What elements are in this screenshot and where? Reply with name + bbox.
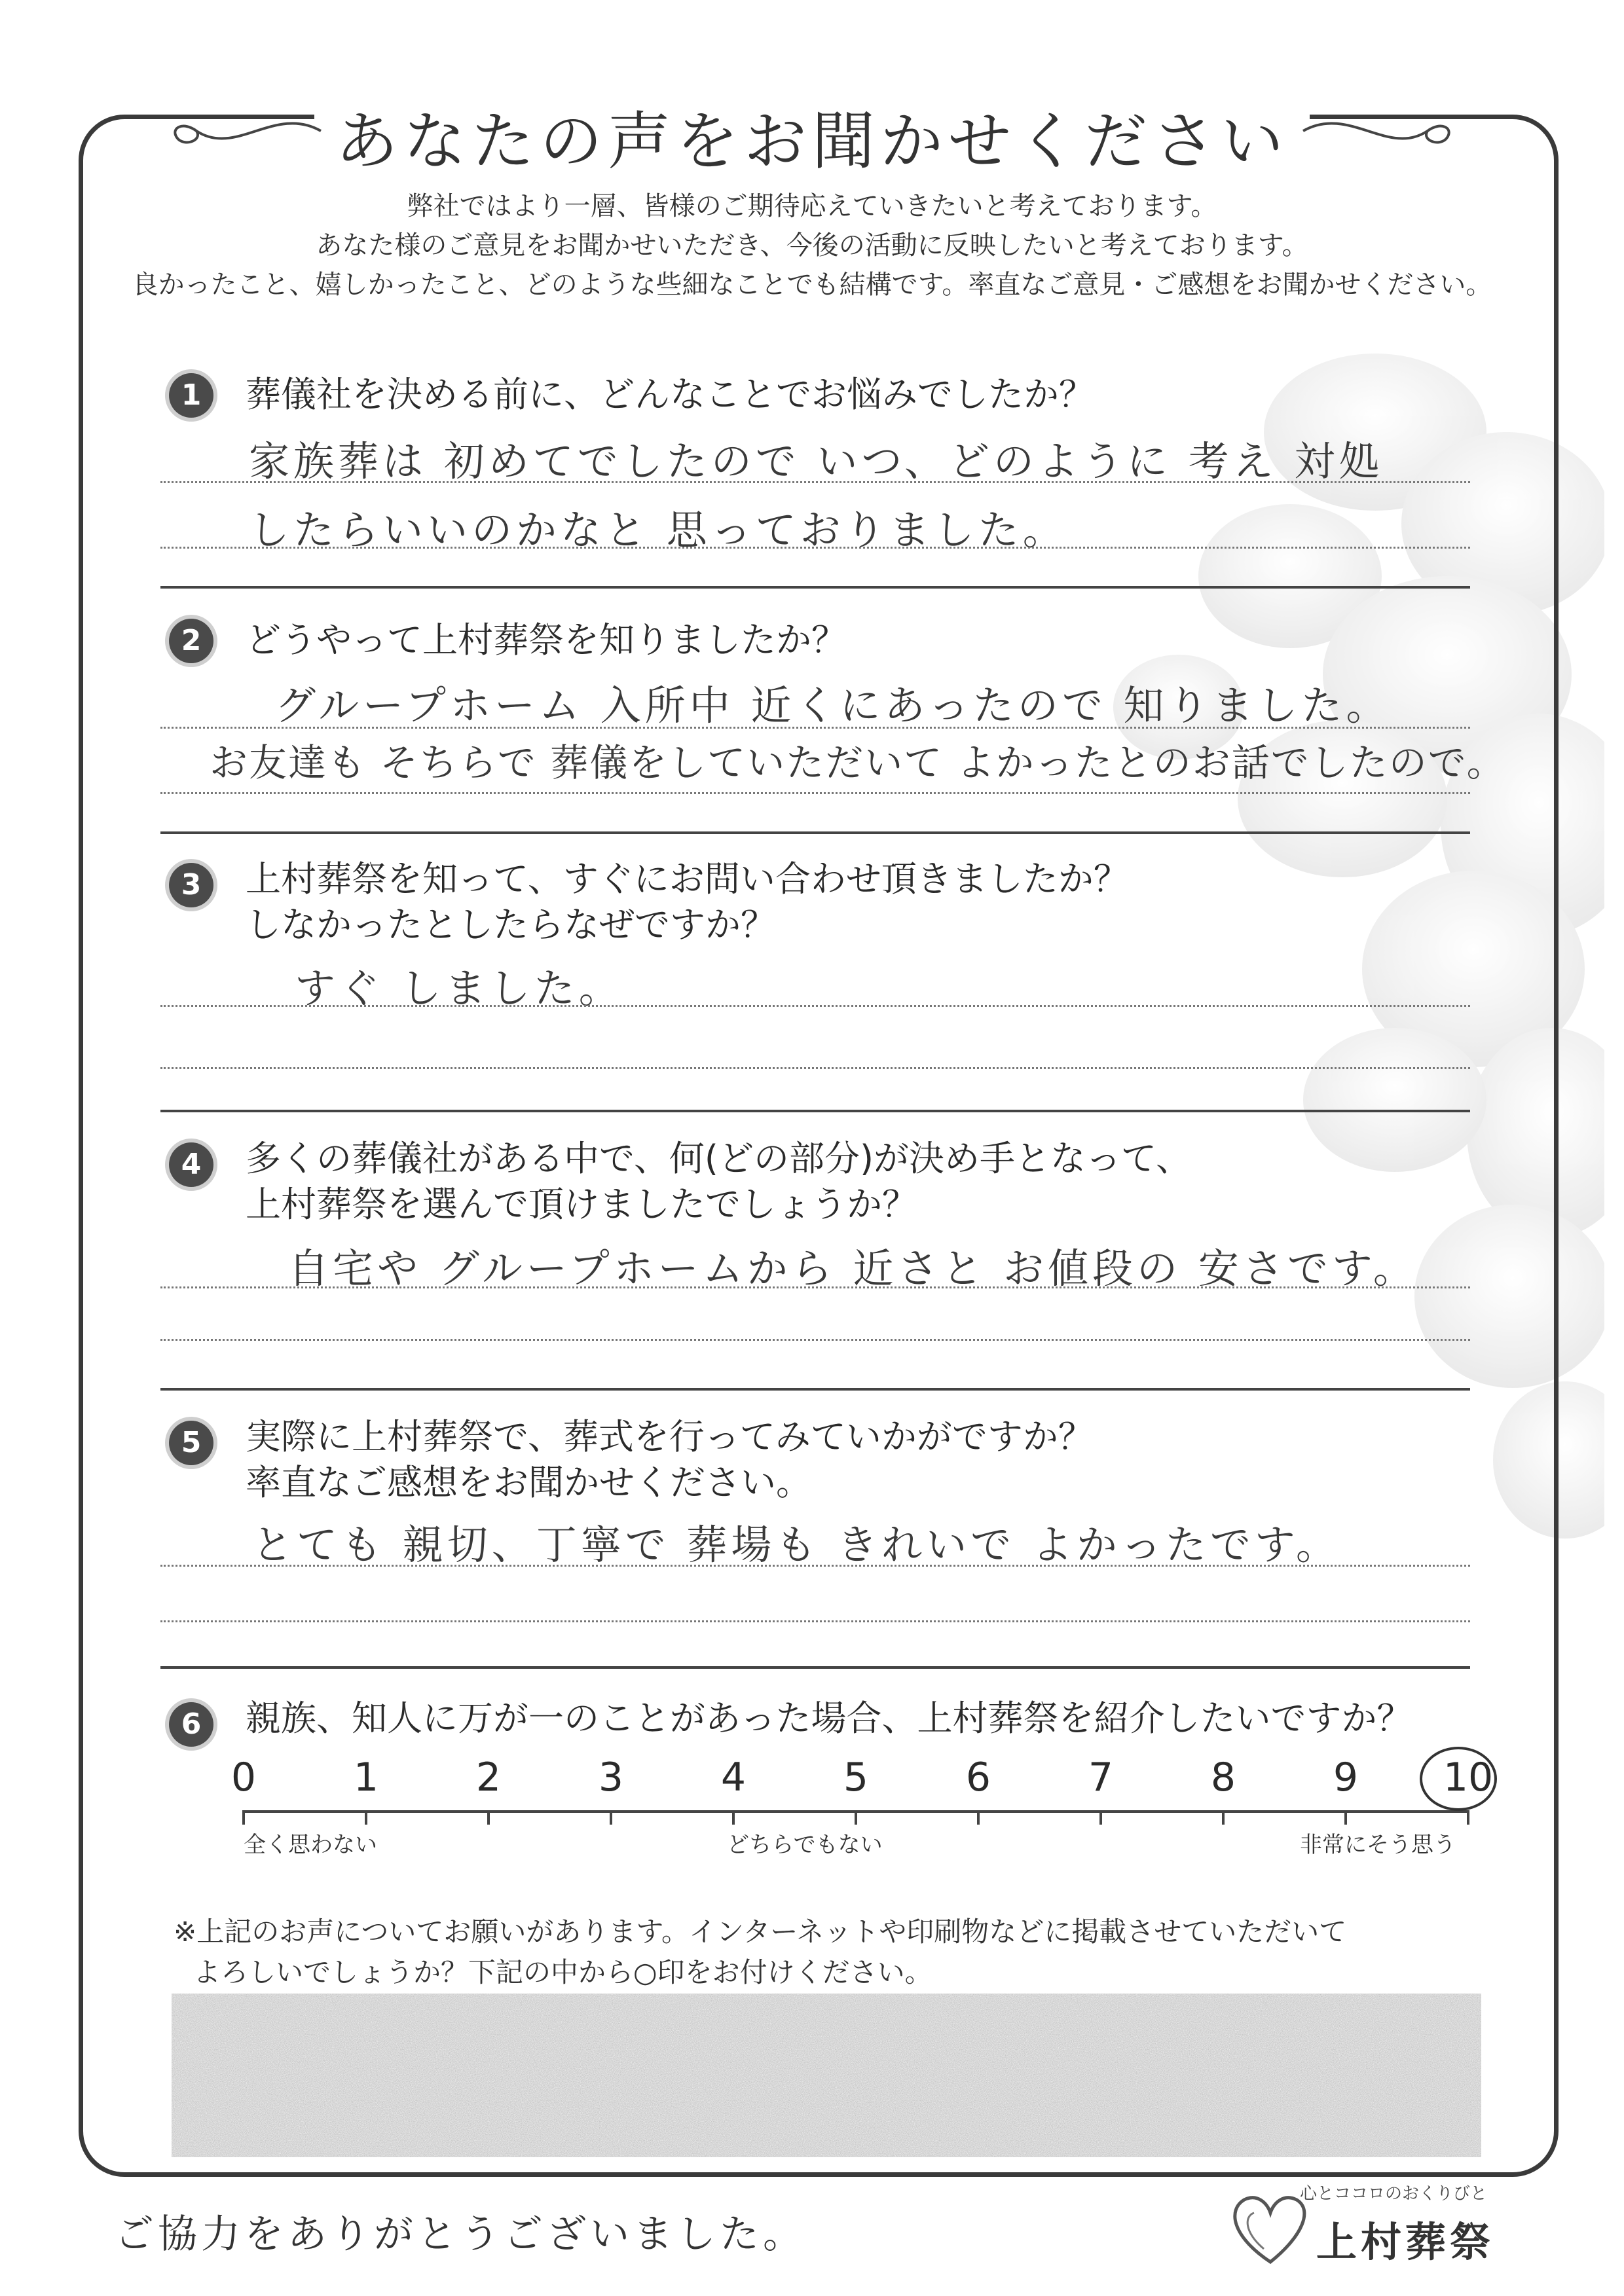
answer-dotted-line — [160, 1286, 1470, 1288]
question-number-2: 2 — [169, 619, 213, 663]
answer-3-line-1: すぐ しました。 — [295, 964, 623, 1012]
answer-4-line-1: 自宅や グループホームから 近さと お値段の 安さです。 — [288, 1245, 1418, 1292]
answer-dotted-line — [160, 727, 1470, 729]
section-divider — [160, 1110, 1470, 1112]
answer-dotted-line — [160, 1067, 1470, 1069]
scale-number-9[interactable]: 9 — [1333, 1755, 1359, 1800]
consent-note — [174, 1912, 1346, 1993]
scale-tick — [365, 1810, 367, 1825]
question-number-3: 3 — [169, 863, 213, 907]
answer-dotted-line — [160, 481, 1470, 483]
question-4-text-line-2: 上村葬祭を選んで頂けましたでしょうか？ — [246, 1184, 917, 1225]
scale-number-4[interactable]: 4 — [720, 1755, 747, 1800]
scale-number-0[interactable]: 0 — [231, 1755, 257, 1800]
question-3-text-line-2: しなかったとしたらなぜですか？ — [246, 904, 776, 945]
scale-number-7[interactable]: 7 — [1088, 1755, 1114, 1800]
answer-2-line-2: お友達も そちらで 葬儀をしていただいて よかったとのお話でしたので。 — [210, 740, 1506, 785]
scale-label-high: 非常にそう思う — [1300, 1832, 1456, 1858]
brand-tagline: 心とココロのおくりびと — [1300, 2184, 1488, 2204]
answer-dotted-line — [160, 547, 1470, 549]
redacted-area — [172, 1994, 1481, 2157]
question-3-text-line-1: 上村葬祭を知って、すぐにお問い合わせ頂きましたか？ — [246, 858, 1129, 900]
scale-tick — [242, 1810, 245, 1825]
question-number-6: 6 — [169, 1702, 213, 1747]
scale-tick — [855, 1810, 857, 1825]
intro-text — [105, 187, 1519, 304]
answer-5-line-1: とても 親切、丁寧で 葬場も きれいで よかったです。 — [252, 1521, 1340, 1569]
scale-number-2[interactable]: 2 — [475, 1755, 502, 1800]
section-divider — [160, 1666, 1470, 1669]
selected-rating-circle — [1420, 1747, 1497, 1811]
scale-number-6[interactable]: 6 — [965, 1755, 991, 1800]
scale-number-1[interactable]: 1 — [353, 1755, 379, 1800]
brand-logo-text: 上村葬祭 — [1316, 2218, 1495, 2266]
answer-dotted-line — [160, 1005, 1470, 1007]
scale-tick — [1467, 1810, 1469, 1825]
note-line: ※上記のお声についてお願いがあります。インターネットや印刷物などに掲載させていただいて — [174, 1916, 1347, 1948]
scale-tick — [487, 1810, 490, 1825]
note-line: よろしいでしょうか？下記の中から○印をお付けください。 — [193, 1956, 932, 1988]
question-4-text-line-1: 多くの葬儀社がある中で、何(どの部分)が決め手となって、 — [246, 1138, 1191, 1179]
answer-1-line-1: 家族葬は 初めてでしたので いつ、どのように 考え 対処 — [249, 437, 1384, 485]
question-1-text: 葬儀社を決める前に、どんなことでお悩みでしたか？ — [246, 374, 1094, 415]
scale-number-3[interactable]: 3 — [598, 1755, 624, 1800]
intro-line: あなた様のご意見をお聞かせいただき、今後の活動に反映したいと考えております。 — [316, 230, 1308, 261]
question-number-4: 4 — [169, 1142, 213, 1187]
scale-tick — [732, 1810, 735, 1825]
scale-tick — [977, 1810, 980, 1825]
answer-1-line-2: したらいいのかなと 思っておりました。 — [249, 506, 1067, 554]
answer-2-line-1: グループホーム 入所中 近くにあったので 知りました。 — [275, 682, 1391, 729]
section-divider — [160, 1388, 1470, 1391]
answer-dotted-line — [160, 1339, 1470, 1341]
scale-tick — [1222, 1810, 1225, 1825]
scale-tick — [1344, 1810, 1347, 1825]
thank-you-text: ご協力をありがとうございました。 — [115, 2212, 806, 2257]
intro-line: 良かったこと、嬉しかったこと、どのような些細なことでも結構です。率直なご意見・ご感想をお聞かせください。 — [132, 270, 1492, 300]
scale-tick — [1099, 1810, 1102, 1825]
question-number-5: 5 — [169, 1421, 213, 1465]
scale-label-mid: どちらでもない — [727, 1832, 883, 1858]
scale-number-8[interactable]: 8 — [1210, 1755, 1236, 1800]
scale-number-5[interactable]: 5 — [843, 1755, 869, 1800]
scale-tick — [610, 1810, 612, 1825]
page-title: あなたの声をお聞かせください — [335, 105, 1289, 178]
question-6-text: 親族、知人に万が一のことがあった場合、上村葬祭を紹介したいですか？ — [246, 1698, 1412, 1739]
question-number-1: 1 — [169, 373, 213, 418]
question-5-text-line-1: 実際に上村葬祭で、葬式を行ってみていかがですか？ — [246, 1416, 1094, 1457]
question-2-text: どうやって上村葬祭を知りましたか？ — [246, 619, 847, 661]
section-divider — [160, 586, 1470, 589]
answer-dotted-line — [160, 1565, 1470, 1567]
answer-dotted-line — [160, 1620, 1470, 1622]
intro-line: 弊社ではより一層、皆様のご期待応えていきたいと考えております。 — [407, 191, 1217, 221]
section-divider — [160, 831, 1470, 834]
scale-label-low: 全く思わない — [244, 1832, 377, 1858]
answer-dotted-line — [160, 792, 1470, 794]
question-5-text-line-2: 率直なご感想をお聞かせください。 — [246, 1462, 811, 1503]
scale-number-10[interactable]: 10 — [1443, 1755, 1494, 1800]
